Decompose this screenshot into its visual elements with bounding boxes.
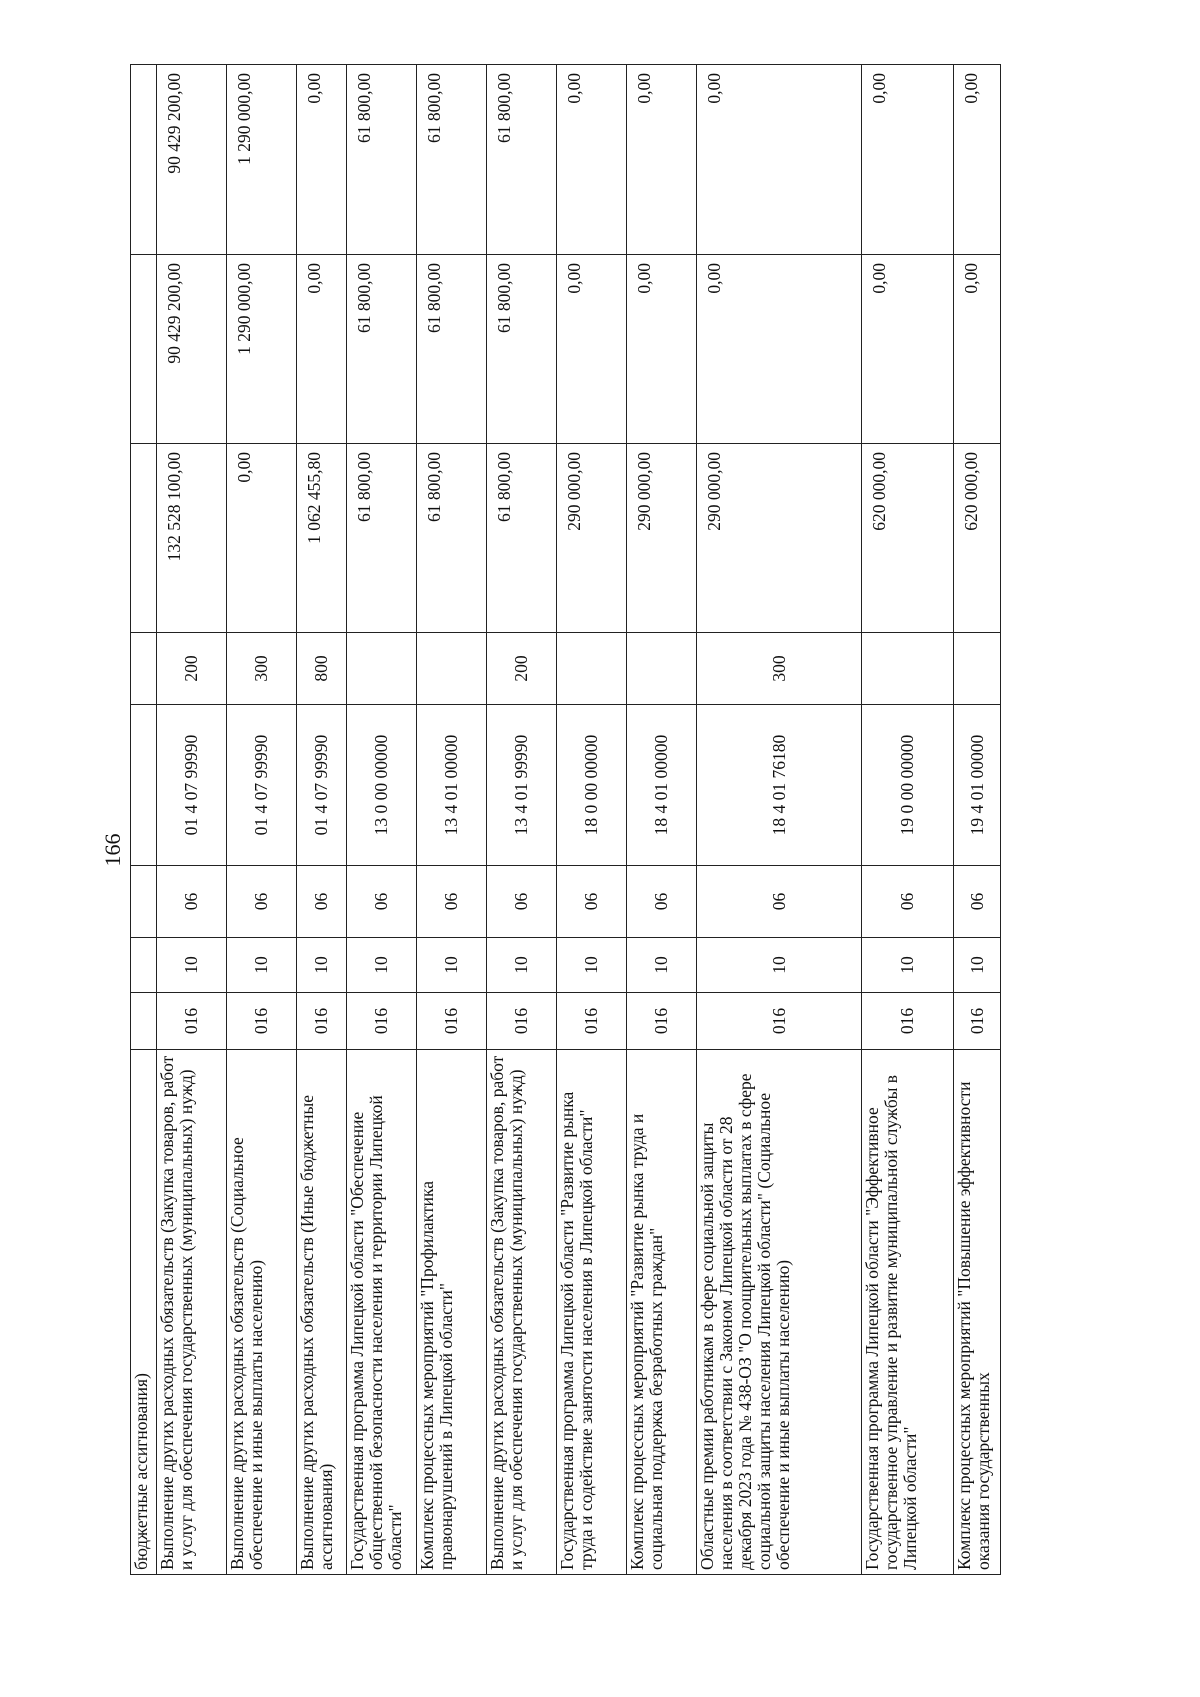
subsection-code: 06 [417,866,487,938]
expense-type-code: 300 [697,633,862,705]
amount-year-3: 61 800,00 [417,65,487,255]
section-code: 10 [954,938,1001,993]
amount-year-2: 61 800,00 [347,255,417,444]
table-row [417,65,487,1575]
section-code: 10 [627,938,697,993]
org-code: 016 [157,993,227,1050]
amount-year-1: 132 528 100,00 [157,444,227,633]
budget-table-rotated [130,65,993,1575]
amount-year-2: 0,00 [557,255,627,444]
row-description: Выполнение других расходных обязательств (Закупка товаров, работ и услуг для обеспечения государственных (муниципальных) нужд) [487,1050,557,1575]
subsection-code: 06 [157,866,227,938]
amount-year-3: 61 800,00 [347,65,417,255]
row-description: Государственная программа Липецкой области "Развитие рынка труда и содействие занятости населения в Липецкой области" [557,1050,627,1575]
amount-year-2: 61 800,00 [417,255,487,444]
section-code: 10 [227,938,297,993]
table-row [862,65,954,1575]
table-row [487,65,557,1575]
amount-year-2: 0,00 [297,255,347,444]
amount-year-1: 61 800,00 [487,444,557,633]
amount-year-1: 620 000,00 [862,444,954,633]
expense-type-code: 800 [297,633,347,705]
section-code: 10 [697,938,862,993]
subsection-code: 06 [862,866,954,938]
row-description: Выполнение других расходных обязательств (Иные бюджетные ассигнования) [297,1050,347,1575]
subsection-code: 06 [954,866,1001,938]
row-description: Комплекс процессных мероприятий "Профилактика правонарушений в Липецкой области" [417,1050,487,1575]
row-description: Комплекс процессных мероприятий "Повышение эффективности оказания государственных [954,1050,1001,1575]
expense-type-code: 200 [157,633,227,705]
table-row [697,65,862,1575]
org-code: 016 [862,993,954,1050]
target-article-code: 13 0 00 00000 [347,705,417,866]
section-code: 10 [297,938,347,993]
target-article-code: 18 4 01 76180 [697,705,862,866]
org-code: 016 [487,993,557,1050]
target-article-code: 01 4 07 99990 [227,705,297,866]
target-article-code: 18 4 01 00000 [627,705,697,866]
subsection-code: 06 [227,866,297,938]
budget-table [130,64,1001,1575]
target-article-code: 19 4 01 00000 [954,705,1001,866]
amount-year-3: 0,00 [627,65,697,255]
expense-type-code: 300 [227,633,297,705]
expense-type-code: 200 [487,633,557,705]
amount-year-1: 0,00 [227,444,297,633]
amount-year-2: 90 429 200,00 [157,255,227,444]
table-row [297,65,347,1575]
expense-type-code [557,633,627,705]
org-code: 016 [627,993,697,1050]
row-description: бюджетные ассигнования) [131,1050,157,1575]
amount-year-2: 0,00 [627,255,697,444]
row-description: Выполнение других расходных обязательств (Закупка товаров, работ и услуг для обеспечения государственных (муниципальных) нужд) [157,1050,227,1575]
section-code: 10 [157,938,227,993]
amount-year-3: 0,00 [697,65,862,255]
section-code: 10 [417,938,487,993]
org-code: 016 [954,993,1001,1050]
target-article-code [131,705,157,866]
expense-type-code [417,633,487,705]
amount-year-3: 0,00 [954,65,1001,255]
org-code [131,993,157,1050]
row-description: Государственная программа Липецкой области "Эффективное государственное управление и развитие муниципальной службы в Липецкой области" [862,1050,954,1575]
expense-type-code [131,633,157,705]
amount-year-1: 620 000,00 [954,444,1001,633]
org-code: 016 [347,993,417,1050]
table-row [157,65,227,1575]
table-row [557,65,627,1575]
section-code [131,938,157,993]
org-code: 016 [417,993,487,1050]
amount-year-2 [131,255,157,444]
amount-year-2: 61 800,00 [487,255,557,444]
row-description: Комплекс процессных мероприятий "Развитие рынка труда и социальная поддержка безработных граждан" [627,1050,697,1575]
amount-year-3: 61 800,00 [487,65,557,255]
expense-type-code [627,633,697,705]
subsection-code [131,866,157,938]
amount-year-3: 1 290 000,00 [227,65,297,255]
amount-year-3 [131,65,157,255]
org-code: 016 [557,993,627,1050]
section-code: 10 [557,938,627,993]
amount-year-3: 90 429 200,00 [157,65,227,255]
amount-year-1: 290 000,00 [627,444,697,633]
org-code: 016 [227,993,297,1050]
table-body [131,65,1001,1575]
expense-type-code [954,633,1001,705]
org-code: 016 [697,993,862,1050]
table-row [954,65,1001,1575]
subsection-code: 06 [627,866,697,938]
subsection-code: 06 [297,866,347,938]
subsection-code: 06 [557,866,627,938]
amount-year-2: 0,00 [954,255,1001,444]
row-description: Выполнение других расходных обязательств (Социальное обеспечение и иные выплаты населению) [227,1050,297,1575]
amount-year-3: 0,00 [557,65,627,255]
amount-year-2: 0,00 [862,255,954,444]
amount-year-3: 0,00 [862,65,954,255]
section-code: 10 [347,938,417,993]
target-article-code: 13 4 01 00000 [417,705,487,866]
section-code: 10 [862,938,954,993]
org-code: 016 [297,993,347,1050]
amount-year-2: 1 290 000,00 [227,255,297,444]
section-code: 10 [487,938,557,993]
subsection-code: 06 [487,866,557,938]
target-article-code: 13 4 01 99990 [487,705,557,866]
subsection-code: 06 [347,866,417,938]
amount-year-3: 0,00 [297,65,347,255]
target-article-code: 18 0 00 00000 [557,705,627,866]
row-description: Областные премии работникам в сфере социальной защиты населения в соответствии с Законом Липецкой области от 28 декабря 2023 года № 438-ОЗ "О поощрительных выплатах в сфере социальной защиты населения Липецкой области" (Социальное обеспечение и иные выплаты населению) [697,1050,862,1575]
amount-year-1: 61 800,00 [417,444,487,633]
amount-year-1: 290 000,00 [697,444,862,633]
target-article-code: 01 4 07 99990 [297,705,347,866]
amount-year-1 [131,444,157,633]
table-row [131,65,157,1575]
subsection-code: 06 [697,866,862,938]
expense-type-code [347,633,417,705]
budget-table-container [130,65,993,1575]
amount-year-1: 61 800,00 [347,444,417,633]
target-article-code: 01 4 07 99990 [157,705,227,866]
table-row [627,65,697,1575]
amount-year-2: 0,00 [697,255,862,444]
amount-year-1: 290 000,00 [557,444,627,633]
row-description: Государственная программа Липецкой области "Обеспечение общественной безопасности населения и территории Липецкой области" [347,1050,417,1575]
target-article-code: 19 0 00 00000 [862,705,954,866]
table-row [227,65,297,1575]
table-row [347,65,417,1575]
page-number: 166 [100,833,125,867]
expense-type-code [862,633,954,705]
amount-year-1: 1 062 455,80 [297,444,347,633]
